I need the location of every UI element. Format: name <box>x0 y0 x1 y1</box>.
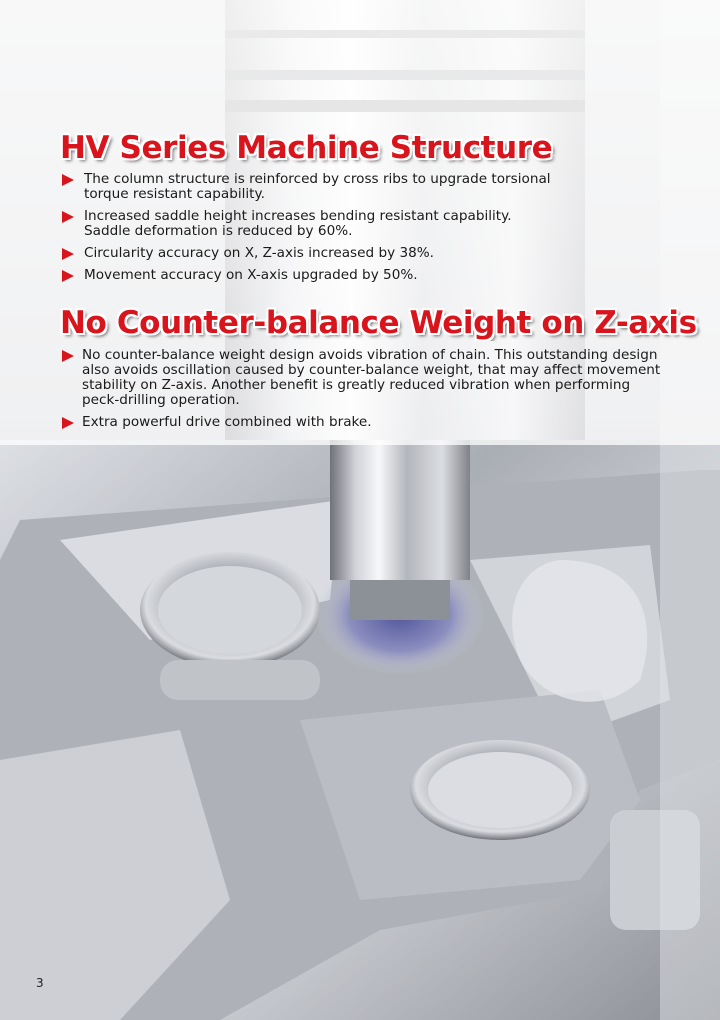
bullet-text: No counter-balance weight design avoids vibration of chain. This outstanding design also avoids oscillation caused by counter-balance weight, that may affect movement stability on Z-axis. Another benefit is greatly reduced vibration when performing peck-drilling operation. <box>82 347 661 408</box>
bullet-item <box>62 246 562 261</box>
bullet-item <box>62 415 662 430</box>
red-triangle-bullet-icon <box>62 417 74 429</box>
bullet-item <box>62 209 562 239</box>
red-triangle-bullet-icon <box>62 248 74 260</box>
section-title-machine-structure: HV Series Machine Structure <box>60 130 553 166</box>
bullet-text: Movement accuracy on X-axis upgraded by 50%. <box>84 267 418 283</box>
bullet-text: Extra powerful drive combined with brake. <box>82 414 372 430</box>
section-title-no-counter-balance: No Counter-balance Weight on Z-axis <box>60 305 697 341</box>
red-triangle-bullet-icon <box>62 174 74 186</box>
bullet-item <box>62 172 562 202</box>
red-triangle-bullet-icon <box>62 211 74 223</box>
bullet-item <box>62 348 662 408</box>
page-number: 3 <box>36 976 44 990</box>
red-triangle-bullet-icon <box>62 270 74 282</box>
bullet-text: Increased saddle height increases bending resistant capability. Saddle deformation is reduced by 60%. <box>84 208 512 239</box>
counter-balance-bullet-list <box>62 348 662 437</box>
bullet-text: The column structure is reinforced by cross ribs to upgrade torsional torque resistant capability. <box>84 171 551 202</box>
bullet-item <box>62 268 562 283</box>
bullet-text: Circularity accuracy on X, Z-axis increased by 38%. <box>84 245 434 261</box>
machine-structure-bullet-list <box>62 172 562 290</box>
red-triangle-bullet-icon <box>62 350 74 362</box>
